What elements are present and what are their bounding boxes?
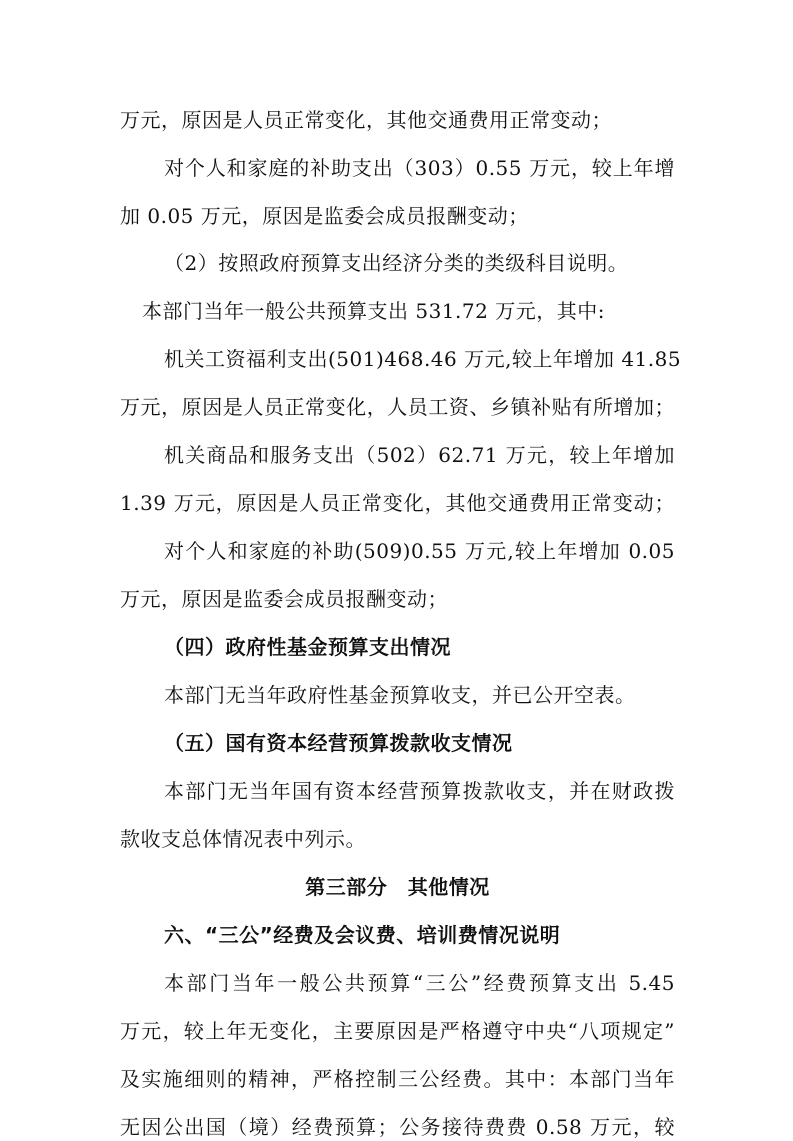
text-line: 万元，原因是人员正常变化，人员工资、乡镇补贴有所增加； bbox=[120, 395, 675, 419]
text-line: 万元，原因是人员正常变化，其他交通费用正常变动； bbox=[120, 108, 612, 132]
text-line: 万元，较上年无变化，主要原因是严格遵守中央“八项规定” bbox=[120, 1019, 675, 1043]
text-line: 无因公出国（境）经费预算；公务接待费费 0.58 万元，较 bbox=[120, 1115, 675, 1139]
text-line: 本部门当年一般公共预算“三公”经费预算支出 5.45 bbox=[164, 971, 675, 995]
text-line: 万元，原因是监委会成员报酬变动； bbox=[120, 587, 448, 611]
text-line: 对个人和家庭的补助支出（303）0.55 万元，较上年增 bbox=[164, 156, 675, 180]
text-line: 及实施细则的精神，严格控制三公经费。其中：本部门当年 bbox=[120, 1067, 675, 1091]
text-line: 本部门无当年政府性基金预算收支，并已公开空表。 bbox=[164, 683, 636, 707]
text-line: 本部门当年一般公共预算支出 531.72 万元，其中: bbox=[142, 299, 605, 323]
text-line: （2）按照政府预算支出经济分类的类级科目说明。 bbox=[164, 251, 629, 275]
text-line: 机关工资福利支出(501)468.46 万元,较上年增加 41.85 bbox=[164, 347, 682, 371]
text-line: 本部门无当年国有资本经营预算拨款收支，并在财政拨 bbox=[164, 779, 675, 803]
text-line: 款收支总体情况表中列示。 bbox=[120, 827, 366, 851]
section-heading: （五）国有资本经营预算拨款收支情况 bbox=[164, 731, 513, 755]
text-line: 机关商品和服务支出（502）62.71 万元，较上年增加 bbox=[164, 443, 675, 467]
text-line: 1.39 万元，原因是人员正常变化，其他交通费用正常变动； bbox=[120, 491, 675, 515]
section-heading: 六、“三公”经费及会议费、培训费情况说明 bbox=[164, 923, 561, 947]
section-heading: （四）政府性基金预算支出情况 bbox=[164, 635, 451, 659]
part-heading: 第三部分 其他情况 bbox=[305, 875, 490, 899]
text-line: 对个人和家庭的补助(509)0.55 万元,较上年增加 0.05 bbox=[164, 539, 675, 563]
text-line: 加 0.05 万元，原因是监委会成员报酬变动； bbox=[120, 204, 529, 228]
